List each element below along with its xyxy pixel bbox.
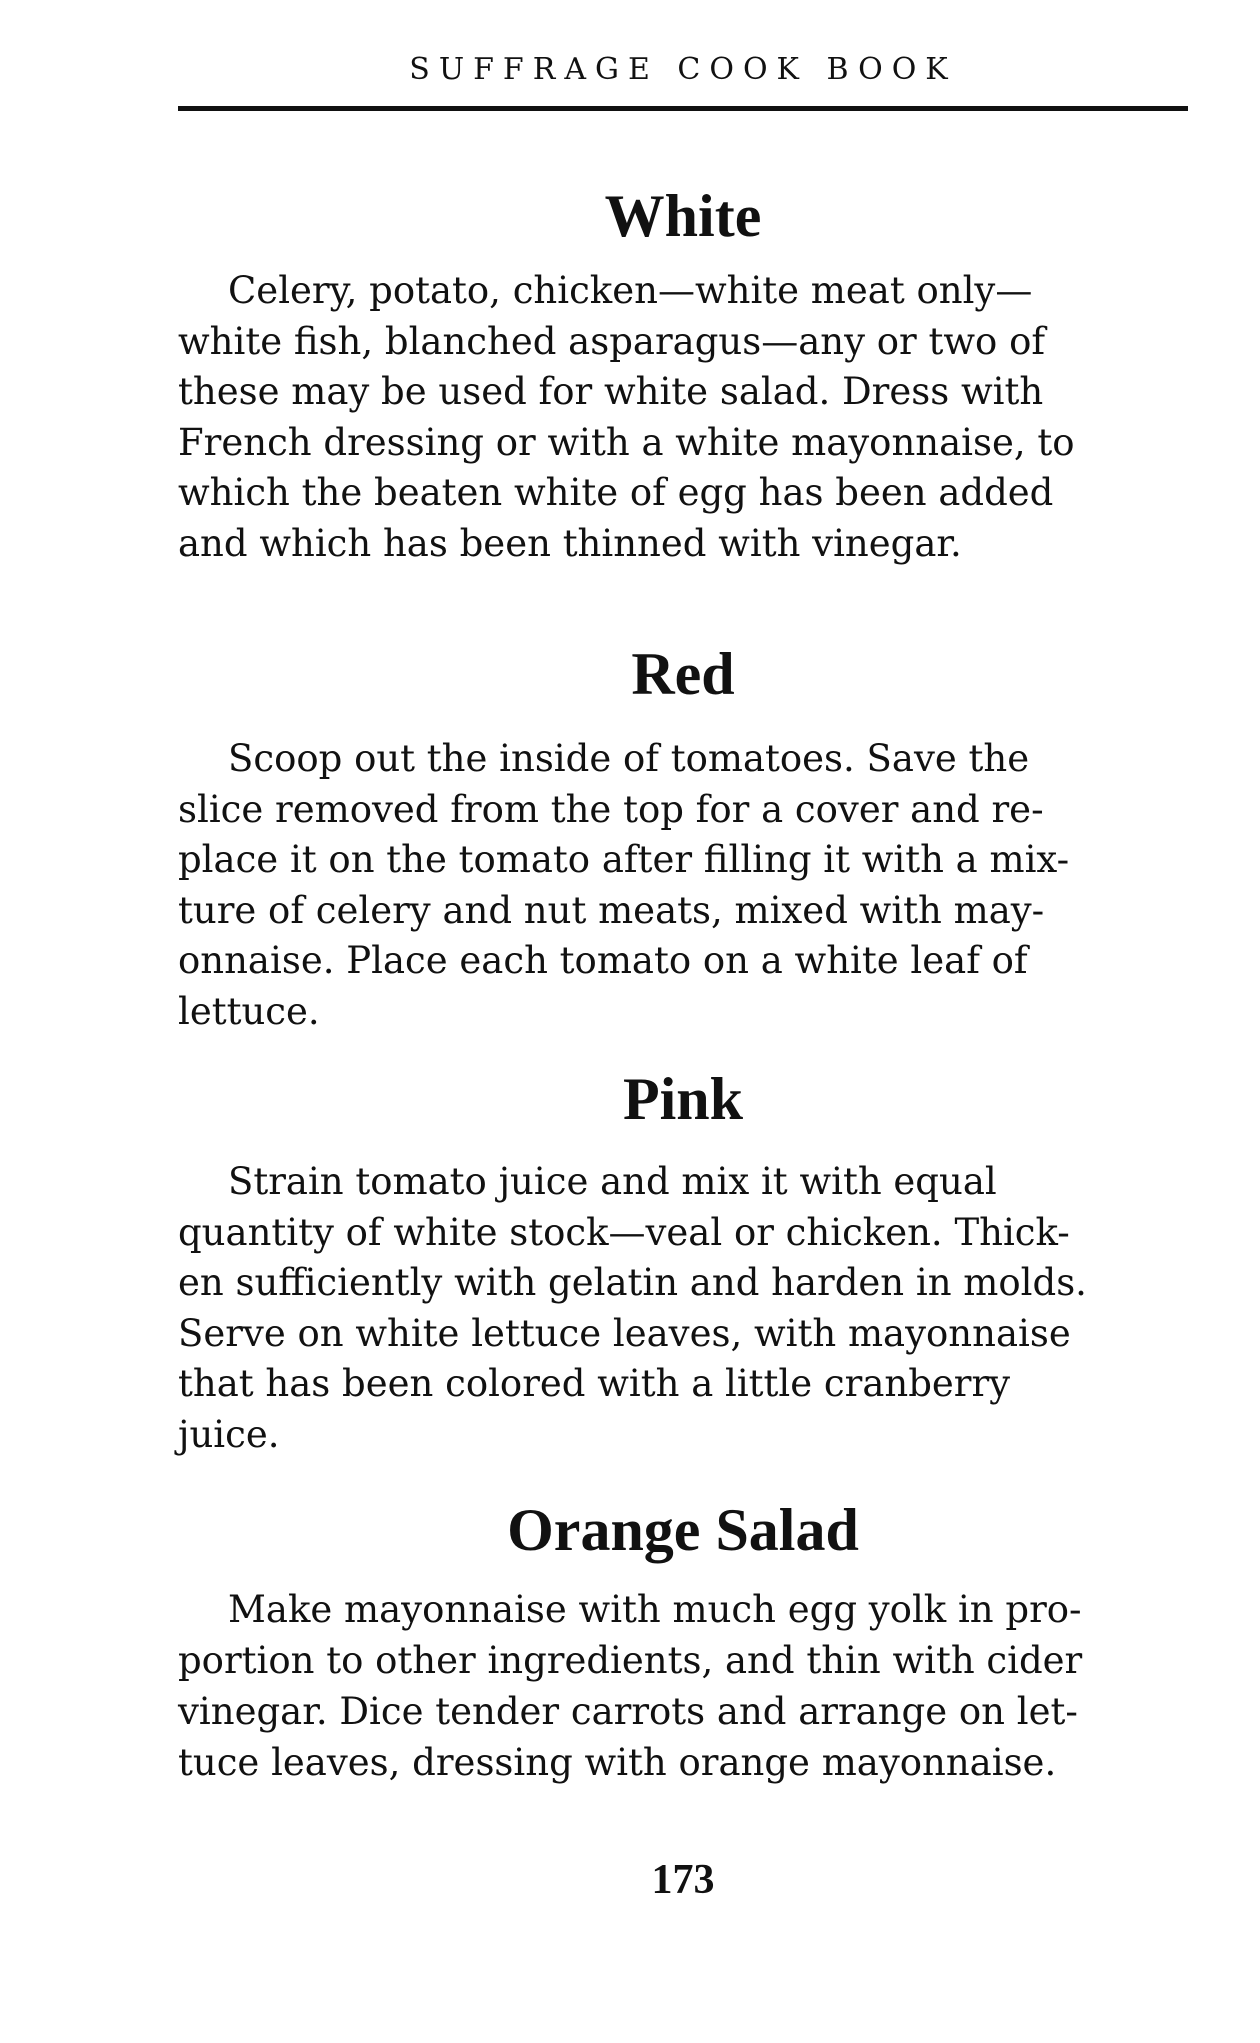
running-head: SUFFRAGE COOK BOOK: [409, 52, 957, 87]
section-text-pink: Strain tomato juice and mix it with equal quantity of white stock—veal or chicken. Thick- en sufficiently with gelatin and harden in molds. Serve on white lettuce leaves, with mayonnaise that has been colored with a little cranberry juice.: [178, 1160, 1087, 1456]
section-red: [178, 638, 1188, 1037]
section-title-orange: Orange Salad: [507, 1497, 859, 1563]
section-orange: [178, 1494, 1188, 1788]
header-rule: [178, 106, 1188, 111]
section-text-orange: Make mayonnaise with much egg yolk in pro- portion to other ingredients, and thin with cider vinegar. Dice tender carrots and arrange on let- tuce leaves, dressing with orange mayonnaise.: [178, 1588, 1083, 1784]
section-white: [178, 180, 1188, 569]
section-text-red: Scoop out the inside of tomatoes. Save the slice removed from the top for a cover and re- place it on the tomato after filling it with a mix- ture of celery and nut meats, mixed with may- onnaise. Place each tomato on a white leaf of lettuce.: [178, 737, 1070, 1033]
book-page: [178, 0, 1188, 2043]
section-title-red: Red: [631, 641, 735, 707]
section-pink: [178, 1063, 1188, 1460]
section-title-pink: Pink: [622, 1066, 744, 1132]
section-title-white: White: [604, 183, 762, 249]
section-text-white: Celery, potato, chicken—white meat only— white fish, blanched asparagus—any or two of these may be used for white salad. Dress with French dressing or with a white mayonnaise, to which the beaten white of egg has been added and which has been thinned with vinegar.: [178, 269, 1075, 565]
page-number: 173: [651, 1857, 715, 1903]
